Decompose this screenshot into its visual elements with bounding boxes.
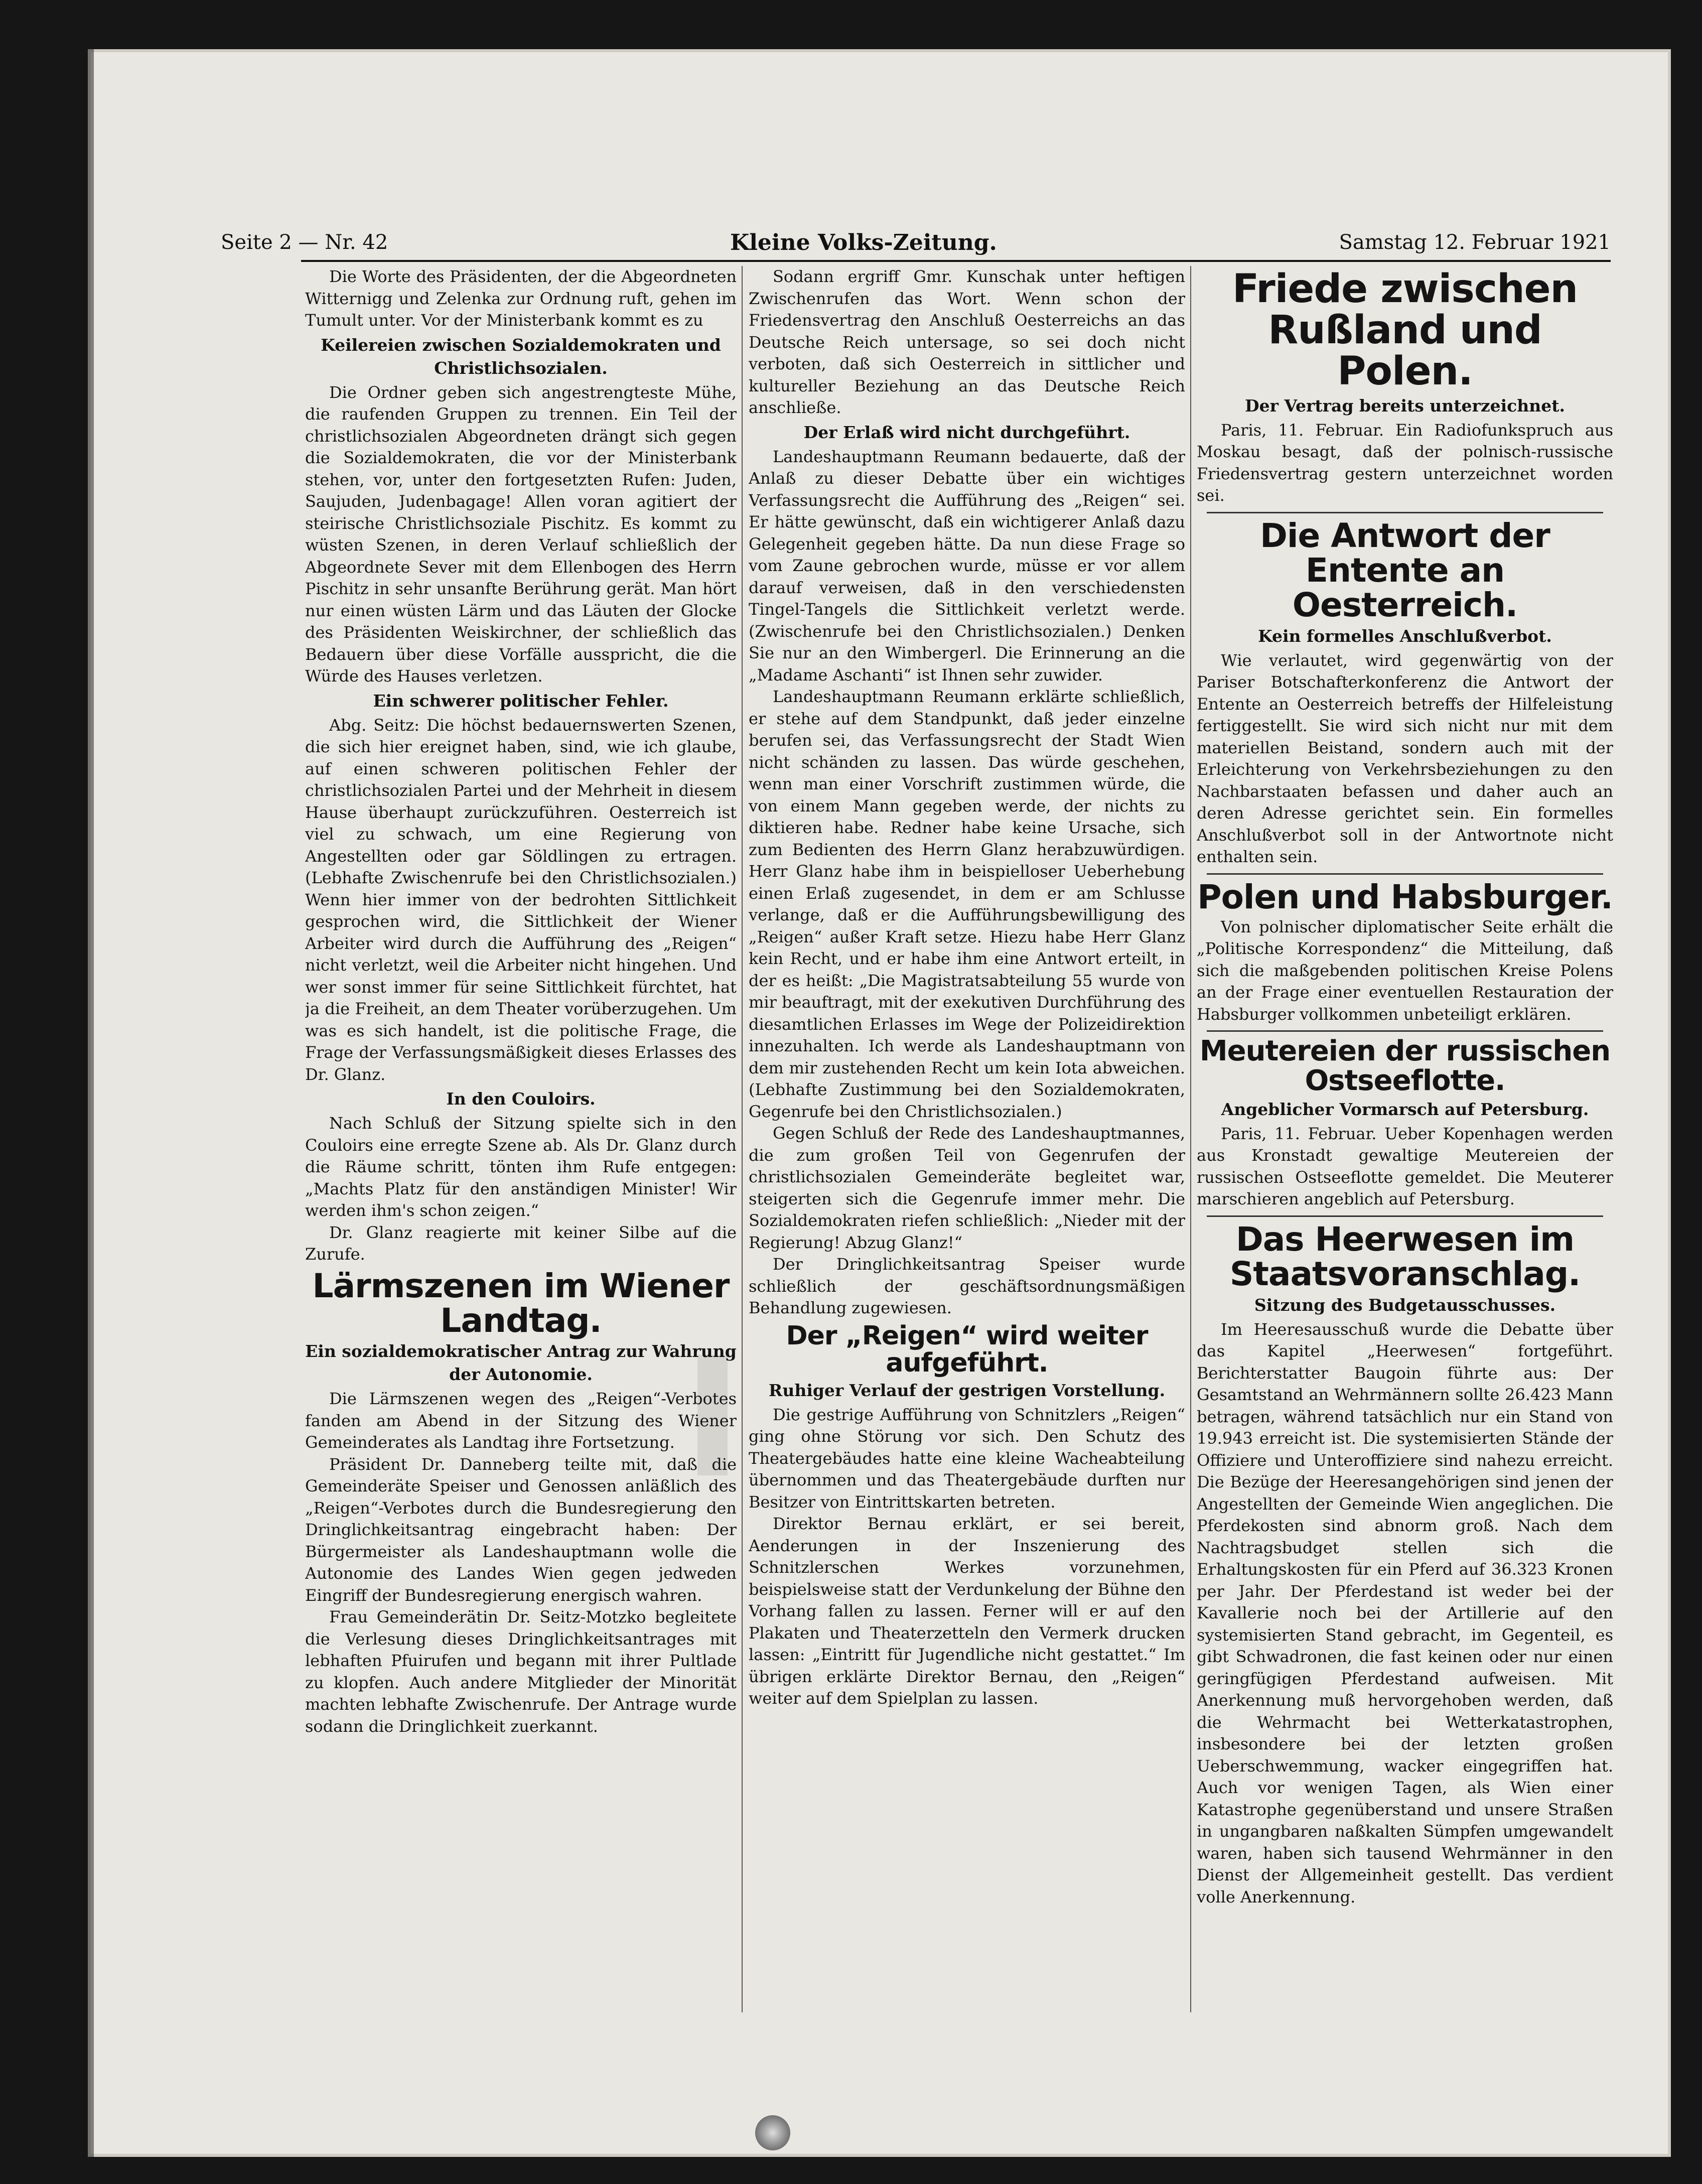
article-separator — [1207, 1030, 1603, 1032]
article-deck: Angeblicher Vormarsch auf Petersburg. — [1221, 1099, 1589, 1119]
column-right — [1197, 266, 1613, 2053]
column-divider — [1190, 266, 1191, 2012]
article-headline: Meutereien der russischen Ostseeflotte. — [1199, 1035, 1611, 1098]
article-paragraph: Landeshauptmann Reumann erklärte schließlich, er stehe auf dem Standpunkt, daß jeder einzelne berufen sei, das Verfassungsrecht der Stadt Wien nicht schänden zu lassen. Das würde geschehen, wenn man einer Vorschrift zustimmen würde, die von einem Mann gegeben werde, der nichts zu diktieren habe. Redner habe keine Ursache, sich zum Bedienten des Herrn Glanz herabzuwürdigen. Herr Glanz habe ihm in beispielloser Ueberhebung einen Erlaß zugesendet, in dem er am Schlusse verlange, daß er die Aufführungsbewilligung des „Reigen“ außer Kraft setze. Hiezu habe Herr Glanz kein Recht, und er habe ihm eine Antwort erteilt, in der es heißt: „Die Magistratsabteilung 55 wurde von mir beauftragt, mit der exekutiven Durchführung des diesamtlichen Erlasses im Wege der Polizeidirektion innezuhalten. Ich werde als Landeshauptmann von dem mir zustehenden Recht um kein Iota abweichen. (Lebhafte Zustimmung bei den Sozialdemokraten, Gegenrufe bei den Christlichsozialen.) — [749, 687, 1185, 1121]
page-header — [221, 226, 1611, 259]
article-paragraph: Direktor Bernau erklärt, er sei bereit, Aenderungen in der Inszenierung des Schnitzlerschen Werkes vorzunehmen, beispielsweise statt der Verdunkelung der Bühne den Vorhang fallen zu lassen. Ferner will er auf den Plakaten und Theaterzetteln den Vermerk drucken lassen: „Eintritt für Jugendliche nicht gestattet.“ Im übrigen erklärte Direktor Bernau, den „Reigen“ weiter auf dem Spielplan zu lassen. — [749, 1514, 1185, 1708]
article-headline: Lärmszenen im Wiener Landtag. — [312, 1266, 730, 1340]
article-deck: Kein formelles Anschlußverbot. — [1258, 626, 1552, 646]
column-divider — [742, 266, 743, 2012]
article-headline: Das Heerwesen im Staatsvoranschlag. — [1229, 1219, 1581, 1294]
article-headline: Die Antwort der Entente an Oesterreich. — [1260, 516, 1550, 625]
article-paragraph: Landeshauptmann Reumann bedauerte, daß der Anlaß zu dieser Debatte über ein wichtiges Verfassungsrecht die Aufführung des „Reigen“ sei. Er hätte gewünscht, daß ein wichtigerer Anlaß dazu Gelegenheit gegeben hätte. Da nun diese Frage so vom Zaune gebrochen wurde, müsse er vor allem darauf verweisen, daß in den verschiedensten Tingel-Tangels die Sittlichkeit verletzt werde. (Zwischenrufe bei den Christlichsozialen.) Denken Sie nur an den Wimbergerl. Die Erinnerung an die „Madame Aschanti“ ist Ihnen sehr zuwider. — [749, 447, 1185, 685]
issue-date: Samstag 12. Februar 1921 — [1339, 231, 1611, 254]
article-headline: Der „Reigen“ wird weiter aufgeführt. — [786, 1320, 1148, 1379]
column-left — [305, 266, 737, 2053]
article-deck: Sitzung des Budgetausschusses. — [1254, 1295, 1556, 1315]
article-paragraph: Von polnischer diplomatischer Seite erhält die „Politische Korrespondenz“ die Mitteilung, daß sich die maßgebenden politischen Kreise Polens an der Frage einer eventuellen Restauration der Habsburger vollkommen unbeteiligt erklären. — [1197, 917, 1613, 1024]
subheading: In den Couloirs. — [446, 1089, 596, 1109]
article-paragraph: Die Lärmszenen wegen des „Reigen“-Verbotes fanden am Abend in der Sitzung des Wiener Gemeinderates als Landtag ihre Fortsetzung. — [305, 1389, 737, 1452]
article-separator — [1207, 512, 1603, 513]
subheading: Ein schwerer politischer Fehler. — [373, 691, 669, 711]
article-paragraph: Die Worte des Präsidenten, der die Abgeordneten Witternigg und Zelenka zur Ordnung ruft, gehen im Tumult unter. Vor der Ministerbank kommt es zu — [305, 267, 737, 330]
article-paragraph: Nach Schluß der Sitzung spielte sich in den Couloirs eine erregte Szene ab. Als Dr. Glanz durch die Räume schritt, tönten ihm Rufe entgegen: „Machts Platz für den anständigen Minister! Wir werden ihm's schon zeigen.“ — [305, 1114, 737, 1220]
subheading: Keilereien zwischen Sozialdemokraten und Christlichsozialen. — [321, 335, 721, 378]
article-paragraph: Paris, 11. Februar. Ueber Kopenhagen werden aus Kronstadt gewaltige Meutereien der russischen Ostseeflotte gemeldet. Die Meuterer marschieren angeblich auf Petersburg. — [1197, 1124, 1613, 1209]
article-deck: Ein sozialdemokratischer Antrag zur Wahrung der Autonomie. — [305, 1341, 737, 1385]
article-deck: Ruhiger Verlauf der gestrigen Vorstellung. — [768, 1380, 1166, 1400]
article-headline: Polen und Habsburger. — [1197, 877, 1613, 916]
article-paragraph: Frau Gemeinderätin Dr. Seitz-Motzko begleitete die Verlesung dieses Dringlichkeitsantrages mit lebhaften Pfuirufen und begann mit ihrer Pultlade zu klopfen. Auch andere Mitglieder der Minorität machten lebhafte Zwischenrufe. Der Antrage wurde sodann die Dringlichkeit zuerkannt. — [305, 1607, 737, 1736]
header-rule — [301, 260, 1611, 262]
article-paragraph: Gegen Schluß der Rede des Landeshauptmannes, die zum großen Teil von Gegenrufen der christlichsozialen Gemeinderäte begleitet war, steigerten sich die Gegenrufe immer mehr. Die Sozialdemokraten riefen schließlich: „Nieder mit der Regierung! Abzug Glanz!“ — [749, 1124, 1185, 1252]
article-deck: Der Vertrag bereits unterzeichnet. — [1244, 395, 1565, 416]
page-number: Seite 2 — Nr. 42 — [221, 231, 388, 254]
article-paragraph: Paris, 11. Februar. Ein Radiofunkspruch aus Moskau besagt, daß der polnisch-russische Friedensvertrag gestern unterzeichnet worden sei. — [1197, 420, 1613, 505]
masthead-title: Kleine Volks-Zeitung. — [730, 229, 997, 255]
article-paragraph: Wie verlautet, wird gegenwärtig von der Pariser Botschafterkonferenz die Antwort der Entente an Oesterreich betreffs der Hilfeleistung fertiggestellt. Sie wird sich nicht nur mit dem materiellen Beistand, sondern auch mit der Erleichterung von Verkehrsbeziehungen zu den Nachbarstaaten befassen und daher auch an deren Adresse gerichtet sein. Ein formelles Anschlußverbot soll in der Antwortnote nicht enthalten sein. — [1197, 650, 1613, 867]
article-separator — [1207, 873, 1603, 875]
article-separator — [1207, 1215, 1603, 1217]
article-paragraph: Der Dringlichkeitsantrag Speiser wurde schließlich der geschäftsordnungsmäßigen Behandlung zugewiesen. — [749, 1255, 1185, 1317]
page-shadow — [88, 49, 94, 2157]
article-paragraph: Dr. Glanz reagierte mit keiner Silbe auf die Zurufe. — [305, 1222, 737, 1264]
archive-stamp — [755, 2115, 790, 2150]
article-paragraph: Im Heeresausschuß wurde die Debatte über das Kapitel „Heerwesen“ fortgeführt. Berichterstatter Baugoin führte aus: Der Gesamtstand an Wehrmännern sollte 26.423 Mann betragen, während tatsächlich nur ein Stand von 19.943 erreicht ist. Die systemisierten Stände der Offiziere und Unteroffiziere sind nahezu erreicht. Die Bezüge der Heeresangehörigen sind jenen der Angestellten der Gemeinde Wien angeglichen. Die Pferdekosten sind abnorm groß. Nach dem Nachtragsbudget stellen sich die Erhaltungskosten für ein Pferd auf 36.323 Kronen per Jahr. Der Pferdestand ist weder bei der Kavallerie noch bei der Artillerie auf den systemisierten Stand gebracht, im Gegenteil, es gibt Schwadronen, die fast keinen oder nur einen geringfügigen Pferdestand aufweisen. Mit Anerkennung muß hervorgehoben werden, daß die Wehrmacht bei Wetterkatastrophen, insbesondere bei der letzten großen Ueberschwemmung, wacker eingegriffen hat. Auch vor wenigen Tagen, als Wien einer Katastrophe gegenüberstand und unsere Straßen in ungangbaren naßkalten Sümpfen umgewandelt waren, haben sich tausend Wehrmänner in den Dienst der Allgemeinheit gestellt. Das verdient volle Anerkennung. — [1197, 1319, 1613, 1906]
article-headline: Friede zwischen Rußland und Polen. — [1232, 266, 1578, 394]
article-paragraph: Präsident Dr. Danneberg teilte mit, daß die Gemeinderäte Speiser und Genossen anläßlich des „Reigen“-Verbotes durch die Bundesregierung den Dringlichkeitsantrag eingebracht haben: Der Bürgermeister als Landeshauptmann wolle die Autonomie des Landes Wien gegen jedweden Eingriff der Bundesregierung energisch wahren. — [305, 1454, 737, 1605]
article-paragraph: Die gestrige Aufführung von Schnitzlers „Reigen“ ging ohne Störung vor sich. Den Schutz des Theatergebäudes hatte eine kleine Wacheabteilung übernommen und das Theatergebäude durften nur Besitzer von Eintrittskarten betreten. — [749, 1405, 1185, 1512]
column-middle — [749, 266, 1185, 2053]
article-paragraph: Sodann ergriff Gmr. Kunschak unter heftigen Zwischenrufen das Wort. Wenn schon der Friedensvertrag den Anschluß Oesterreichs an das Deutsche Reich untersage, so sei doch nicht verboten, daß sich Oesterreich in sittlicher und kultureller Beziehung an das Deutsche Reich anschließe. — [749, 267, 1185, 417]
subheading: Der Erlaß wird nicht durchgeführt. — [803, 422, 1130, 442]
article-paragraph: Abg. Seitz: Die höchst bedauernswerten Szenen, die sich hier ereignet haben, sind, wie ich glaube, auf einen schweren politischen Fehler der christlichsozialen Partei und der Mehrheit in diesem Hause überhaupt zurückzuführen. Oesterreich ist viel zu schwach, um eine Regierung von Angestellten oder gar Söldlingen zu ertragen. (Lebhafte Zwischenrufe bei den Christlichsozialen.) Wenn hier immer von der bedrohten Sittlichkeit gesprochen wird, die Sittlichkeit der Wiener Arbeiter wird durch die Aufführung des „Reigen“ nicht verletzt, weil die Arbeiter nicht hingehen. Und wer sonst immer für seine Sittlichkeit fürchtet, hat ja die Freiheit, an dem Theater vorüberzugehen. Um was es sich handelt, ist die politische Frage, die Frage der Verfassungsmäßigkeit dieses Erlasses des Dr. Glanz. — [305, 715, 737, 1084]
article-paragraph: Die Ordner geben sich angestrengteste Mühe, die raufenden Gruppen zu trennen. Ein Teil der christlichsozialen Abgeordneten drängt sich gegen die Sozialdemokraten, die vor der Ministerbank stehen, vor, unter den fortgesetzten Rufen: Juden, Saujuden, Judenbagage! Allen voran agitiert der steirische Christlichsoziale Pischitz. Es kommt zu wüsten Szenen, in deren Verlauf schließlich der Abgeordnete Sever mit dem Ellenbogen des Herrn Pischitz in sehr unsanfte Berührung gerät. Man hört nur einen wüsten Lärm und das Läuten der Glocke des Präsidenten Weiskirchner, der schließlich das Bedauern über diese Vorfälle ausspricht, die die Würde des Hauses verletzen. — [305, 382, 737, 686]
